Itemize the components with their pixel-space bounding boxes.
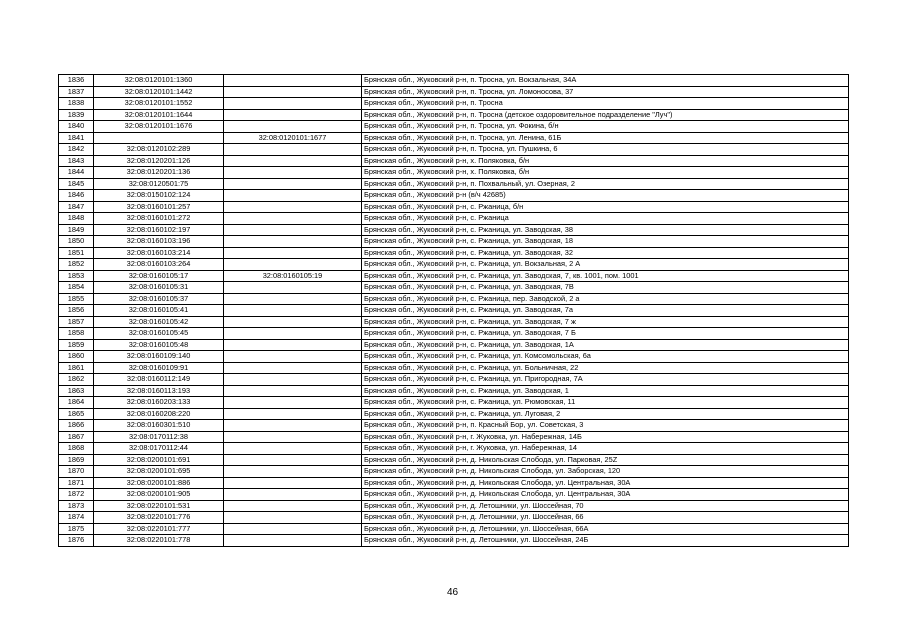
previous-cadastral-number-cell	[224, 213, 362, 225]
row-number-cell: 1875	[59, 523, 94, 535]
cadastral-number-cell: 32:08:0160102:197	[94, 224, 224, 236]
previous-cadastral-number-cell	[224, 178, 362, 190]
row-number-cell: 1864	[59, 397, 94, 409]
address-cell: Брянская обл., Жуковский р-н, д. Никольская Слобода, ул. Центральная, 30А	[362, 489, 849, 501]
address-cell: Брянская обл., Жуковский р-н, с. Ржаница, ул. Заводская, 7, кв. 1001, пом. 1001	[362, 270, 849, 282]
cadastral-number-cell: 32:08:0160208:220	[94, 408, 224, 420]
previous-cadastral-number-cell	[224, 362, 362, 374]
previous-cadastral-number-cell	[224, 282, 362, 294]
row-number-cell: 1836	[59, 75, 94, 87]
previous-cadastral-number-cell	[224, 489, 362, 501]
row-number-cell: 1859	[59, 339, 94, 351]
address-cell: Брянская обл., Жуковский р-н, с. Ржаница, ул. Комсомольская, 6а	[362, 351, 849, 363]
address-cell: Брянская обл., Жуковский р-н, п. Тросна, ул. Ленина, 61Б	[362, 132, 849, 144]
registry-table	[58, 74, 849, 547]
cadastral-number-cell: 32:08:0120201:126	[94, 155, 224, 167]
previous-cadastral-number-cell	[224, 144, 362, 156]
row-number-cell: 1871	[59, 477, 94, 489]
previous-cadastral-number-cell	[224, 167, 362, 179]
address-cell: Брянская обл., Жуковский р-н, с. Ржаница, ул. Пригородная, 7А	[362, 374, 849, 386]
cadastral-number-cell: 32:08:0120101:1644	[94, 109, 224, 121]
previous-cadastral-number-cell	[224, 190, 362, 202]
previous-cadastral-number-cell	[224, 523, 362, 535]
table-row	[59, 132, 849, 144]
table-row	[59, 397, 849, 409]
address-cell: Брянская обл., Жуковский р-н, с. Ржаница, ул. Заводская, 7 ж	[362, 316, 849, 328]
cadastral-number-cell: 32:08:0160103:264	[94, 259, 224, 271]
address-cell: Брянская обл., Жуковский р-н (в/ч 42685)	[362, 190, 849, 202]
previous-cadastral-number-cell	[224, 328, 362, 340]
row-number-cell: 1872	[59, 489, 94, 501]
previous-cadastral-number-cell	[224, 247, 362, 259]
cadastral-number-cell: 32:08:0160105:48	[94, 339, 224, 351]
table-row	[59, 431, 849, 443]
address-cell: Брянская обл., Жуковский р-н, с. Ржаница, ул. Заводская, 7 Б	[362, 328, 849, 340]
row-number-cell: 1846	[59, 190, 94, 202]
cadastral-number-cell: 32:08:0120501:75	[94, 178, 224, 190]
table-row	[59, 466, 849, 478]
table-row	[59, 385, 849, 397]
cadastral-number-cell: 32:08:0120101:1552	[94, 98, 224, 110]
previous-cadastral-number-cell	[224, 259, 362, 271]
table-row	[59, 98, 849, 110]
row-number-cell: 1841	[59, 132, 94, 144]
cadastral-number-cell: 32:08:0160101:272	[94, 213, 224, 225]
address-cell: Брянская обл., Жуковский р-н, д. Летошники, ул. Шоссейная, 70	[362, 500, 849, 512]
address-cell: Брянская обл., Жуковский р-н, с. Ржаница, ул. Заводская, 1А	[362, 339, 849, 351]
previous-cadastral-number-cell	[224, 86, 362, 98]
row-number-cell: 1849	[59, 224, 94, 236]
table-row	[59, 201, 849, 213]
address-cell: Брянская обл., Жуковский р-н, с. Ржаница	[362, 213, 849, 225]
cadastral-number-cell: 32:08:0120101:1676	[94, 121, 224, 133]
row-number-cell: 1867	[59, 431, 94, 443]
cadastral-number-cell: 32:08:0200101:695	[94, 466, 224, 478]
address-cell: Брянская обл., Жуковский р-н, п. Тросна	[362, 98, 849, 110]
previous-cadastral-number-cell	[224, 293, 362, 305]
table-row	[59, 500, 849, 512]
previous-cadastral-number-cell	[224, 431, 362, 443]
row-number-cell: 1844	[59, 167, 94, 179]
cadastral-number-cell: 32:08:0170112:44	[94, 443, 224, 455]
table-row	[59, 443, 849, 455]
cadastral-number-cell: 32:08:0160103:214	[94, 247, 224, 259]
cadastral-number-cell: 32:08:0220101:778	[94, 535, 224, 547]
previous-cadastral-number-cell	[224, 316, 362, 328]
previous-cadastral-number-cell	[224, 466, 362, 478]
previous-cadastral-number-cell	[224, 121, 362, 133]
table-row	[59, 282, 849, 294]
row-number-cell: 1870	[59, 466, 94, 478]
row-number-cell: 1848	[59, 213, 94, 225]
address-cell: Брянская обл., Жуковский р-н, д. Никольская Слобода, ул. Парковая, 25Z	[362, 454, 849, 466]
previous-cadastral-number-cell	[224, 305, 362, 317]
address-cell: Брянская обл., Жуковский р-н, х. Поляковка, б/н	[362, 167, 849, 179]
previous-cadastral-number-cell	[224, 420, 362, 432]
address-cell: Брянская обл., Жуковский р-н, с. Ржаница, ул. Заводская, 7В	[362, 282, 849, 294]
address-cell: Брянская обл., Жуковский р-н, д. Летошники, ул. Шоссейная, 66А	[362, 523, 849, 535]
address-cell: Брянская обл., Жуковский р-н, с. Ржаница, ул. Заводская, 18	[362, 236, 849, 248]
cadastral-number-cell: 32:08:0200101:886	[94, 477, 224, 489]
row-number-cell: 1847	[59, 201, 94, 213]
table-row	[59, 121, 849, 133]
row-number-cell: 1858	[59, 328, 94, 340]
table-row	[59, 328, 849, 340]
table-row	[59, 489, 849, 501]
previous-cadastral-number-cell	[224, 385, 362, 397]
previous-cadastral-number-cell	[224, 477, 362, 489]
address-cell: Брянская обл., Жуковский р-н, с. Ржаница, ул. Рюмовская, 11	[362, 397, 849, 409]
page-number: 46	[446, 587, 459, 598]
cadastral-number-cell: 32:08:0200101:691	[94, 454, 224, 466]
table-row	[59, 75, 849, 87]
cadastral-number-cell: 32:08:0160301:510	[94, 420, 224, 432]
address-cell: Брянская обл., Жуковский р-н, с. Ржаница, ул. Заводская, 38	[362, 224, 849, 236]
previous-cadastral-number-cell	[224, 236, 362, 248]
table-row	[59, 454, 849, 466]
cadastral-number-cell: 32:08:0160103:196	[94, 236, 224, 248]
previous-cadastral-number-cell	[224, 224, 362, 236]
row-number-cell: 1865	[59, 408, 94, 420]
table-row	[59, 477, 849, 489]
cadastral-number-cell: 32:08:0160109:140	[94, 351, 224, 363]
address-cell: Брянская обл., Жуковский р-н, с. Ржаница, б/н	[362, 201, 849, 213]
row-number-cell: 1874	[59, 512, 94, 524]
table-row	[59, 512, 849, 524]
previous-cadastral-number-cell	[224, 339, 362, 351]
table-row	[59, 155, 849, 167]
address-cell: Брянская обл., Жуковский р-н, с. Ржаница, ул. Заводская, 1	[362, 385, 849, 397]
table-row	[59, 144, 849, 156]
table-row	[59, 247, 849, 259]
address-cell: Брянская обл., Жуковский р-н, п. Тросна, ул. Вокзальная, 34А	[362, 75, 849, 87]
cadastral-number-cell: 32:08:0160105:17	[94, 270, 224, 282]
row-number-cell: 1839	[59, 109, 94, 121]
previous-cadastral-number-cell: 32:08:0160105:19	[224, 270, 362, 282]
address-cell: Брянская обл., Жуковский р-н, с. Ржаница, ул. Вокзальная, 2 А	[362, 259, 849, 271]
previous-cadastral-number-cell	[224, 408, 362, 420]
address-cell: Брянская обл., Жуковский р-н, д. Летошники, ул. Шоссейная, 24Б	[362, 535, 849, 547]
table-row	[59, 190, 849, 202]
previous-cadastral-number-cell	[224, 201, 362, 213]
previous-cadastral-number-cell	[224, 454, 362, 466]
table-row	[59, 270, 849, 282]
row-number-cell: 1852	[59, 259, 94, 271]
address-cell: Брянская обл., Жуковский р-н, с. Ржаница, ул. Заводская, 7а	[362, 305, 849, 317]
table-row	[59, 178, 849, 190]
previous-cadastral-number-cell: 32:08:0120101:1677	[224, 132, 362, 144]
row-number-cell: 1845	[59, 178, 94, 190]
previous-cadastral-number-cell	[224, 374, 362, 386]
row-number-cell: 1861	[59, 362, 94, 374]
previous-cadastral-number-cell	[224, 75, 362, 87]
cadastral-number-cell	[94, 132, 224, 144]
row-number-cell: 1869	[59, 454, 94, 466]
address-cell: Брянская обл., Жуковский р-н, п. Тросна (детское оздоровительное подразделение "Луч")	[362, 109, 849, 121]
previous-cadastral-number-cell	[224, 109, 362, 121]
table-row	[59, 374, 849, 386]
address-cell: Брянская обл., Жуковский р-н, д. Летошники, ул. Шоссейная, 66	[362, 512, 849, 524]
row-number-cell: 1857	[59, 316, 94, 328]
row-number-cell: 1850	[59, 236, 94, 248]
table-row	[59, 420, 849, 432]
address-cell: Брянская обл., Жуковский р-н, с. Ржаница, пер. Заводской, 2 а	[362, 293, 849, 305]
table-row	[59, 408, 849, 420]
table-row	[59, 167, 849, 179]
cadastral-number-cell: 32:08:0150102:124	[94, 190, 224, 202]
address-cell: Брянская обл., Жуковский р-н, п. Тросна, ул. Пушкина, 6	[362, 144, 849, 156]
row-number-cell: 1868	[59, 443, 94, 455]
previous-cadastral-number-cell	[224, 155, 362, 167]
row-number-cell: 1856	[59, 305, 94, 317]
row-number-cell: 1873	[59, 500, 94, 512]
address-cell: Брянская обл., Жуковский р-н, п. Красный Бор, ул. Советская, 3	[362, 420, 849, 432]
row-number-cell: 1853	[59, 270, 94, 282]
table-row	[59, 316, 849, 328]
cadastral-number-cell: 32:08:0200101:905	[94, 489, 224, 501]
table-row	[59, 236, 849, 248]
address-cell: Брянская обл., Жуковский р-н, х. Поляковка, б/н	[362, 155, 849, 167]
cadastral-number-cell: 32:08:0120102:289	[94, 144, 224, 156]
cadastral-number-cell: 32:08:0160105:37	[94, 293, 224, 305]
row-number-cell: 1851	[59, 247, 94, 259]
cadastral-number-cell: 32:08:0160109:91	[94, 362, 224, 374]
row-number-cell: 1840	[59, 121, 94, 133]
row-number-cell: 1837	[59, 86, 94, 98]
cadastral-number-cell: 32:08:0170112:38	[94, 431, 224, 443]
row-number-cell: 1860	[59, 351, 94, 363]
cadastral-number-cell: 32:08:0120101:1442	[94, 86, 224, 98]
row-number-cell: 1855	[59, 293, 94, 305]
address-cell: Брянская обл., Жуковский р-н, г. Жуковка, ул. Набережная, 14	[362, 443, 849, 455]
previous-cadastral-number-cell	[224, 512, 362, 524]
cadastral-number-cell: 32:08:0220101:777	[94, 523, 224, 535]
table-row	[59, 305, 849, 317]
cadastral-number-cell: 32:08:0160113:193	[94, 385, 224, 397]
previous-cadastral-number-cell	[224, 397, 362, 409]
table-row	[59, 224, 849, 236]
cadastral-number-cell: 32:08:0160105:41	[94, 305, 224, 317]
row-number-cell: 1854	[59, 282, 94, 294]
previous-cadastral-number-cell	[224, 535, 362, 547]
cadastral-number-cell: 32:08:0220101:531	[94, 500, 224, 512]
address-cell: Брянская обл., Жуковский р-н, с. Ржаница, ул. Луговая, 2	[362, 408, 849, 420]
address-cell: Брянская обл., Жуковский р-н, с. Ржаница, ул. Больничная, 22	[362, 362, 849, 374]
address-cell: Брянская обл., Жуковский р-н, п. Тросна, ул. Ломоносова, 37	[362, 86, 849, 98]
cadastral-number-cell: 32:08:0160101:257	[94, 201, 224, 213]
cadastral-number-cell: 32:08:0160203:133	[94, 397, 224, 409]
address-cell: Брянская обл., Жуковский р-н, д. Никольская Слобода, ул. Заборская, 120	[362, 466, 849, 478]
cadastral-number-cell: 32:08:0220101:776	[94, 512, 224, 524]
address-cell: Брянская обл., Жуковский р-н, п. Похвальный, ул. Озерная, 2	[362, 178, 849, 190]
row-number-cell: 1876	[59, 535, 94, 547]
table-row	[59, 86, 849, 98]
address-cell: Брянская обл., Жуковский р-н, д. Никольская Слобода, ул. Центральная, 30А	[362, 477, 849, 489]
table-row	[59, 213, 849, 225]
address-cell: Брянская обл., Жуковский р-н, п. Тросна, ул. Фокина, б/н	[362, 121, 849, 133]
row-number-cell: 1863	[59, 385, 94, 397]
row-number-cell: 1842	[59, 144, 94, 156]
address-cell: Брянская обл., Жуковский р-н, г. Жуковка, ул. Набережная, 14Б	[362, 431, 849, 443]
previous-cadastral-number-cell	[224, 98, 362, 110]
previous-cadastral-number-cell	[224, 351, 362, 363]
table-row	[59, 523, 849, 535]
address-cell: Брянская обл., Жуковский р-н, с. Ржаница, ул. Заводская, 32	[362, 247, 849, 259]
table-row	[59, 109, 849, 121]
row-number-cell: 1866	[59, 420, 94, 432]
cadastral-number-cell: 32:08:0160105:42	[94, 316, 224, 328]
cadastral-number-cell: 32:08:0160105:31	[94, 282, 224, 294]
table-row	[59, 362, 849, 374]
table-row	[59, 535, 849, 547]
cadastral-number-cell: 32:08:0160112:149	[94, 374, 224, 386]
cadastral-number-cell: 32:08:0160105:45	[94, 328, 224, 340]
cadastral-number-cell: 32:08:0120201:136	[94, 167, 224, 179]
cadastral-number-cell: 32:08:0120101:1360	[94, 75, 224, 87]
table-row	[59, 351, 849, 363]
row-number-cell: 1838	[59, 98, 94, 110]
registry-table-body	[59, 75, 849, 547]
table-row	[59, 259, 849, 271]
previous-cadastral-number-cell	[224, 443, 362, 455]
table-row	[59, 293, 849, 305]
previous-cadastral-number-cell	[224, 500, 362, 512]
row-number-cell: 1843	[59, 155, 94, 167]
row-number-cell: 1862	[59, 374, 94, 386]
table-row	[59, 339, 849, 351]
